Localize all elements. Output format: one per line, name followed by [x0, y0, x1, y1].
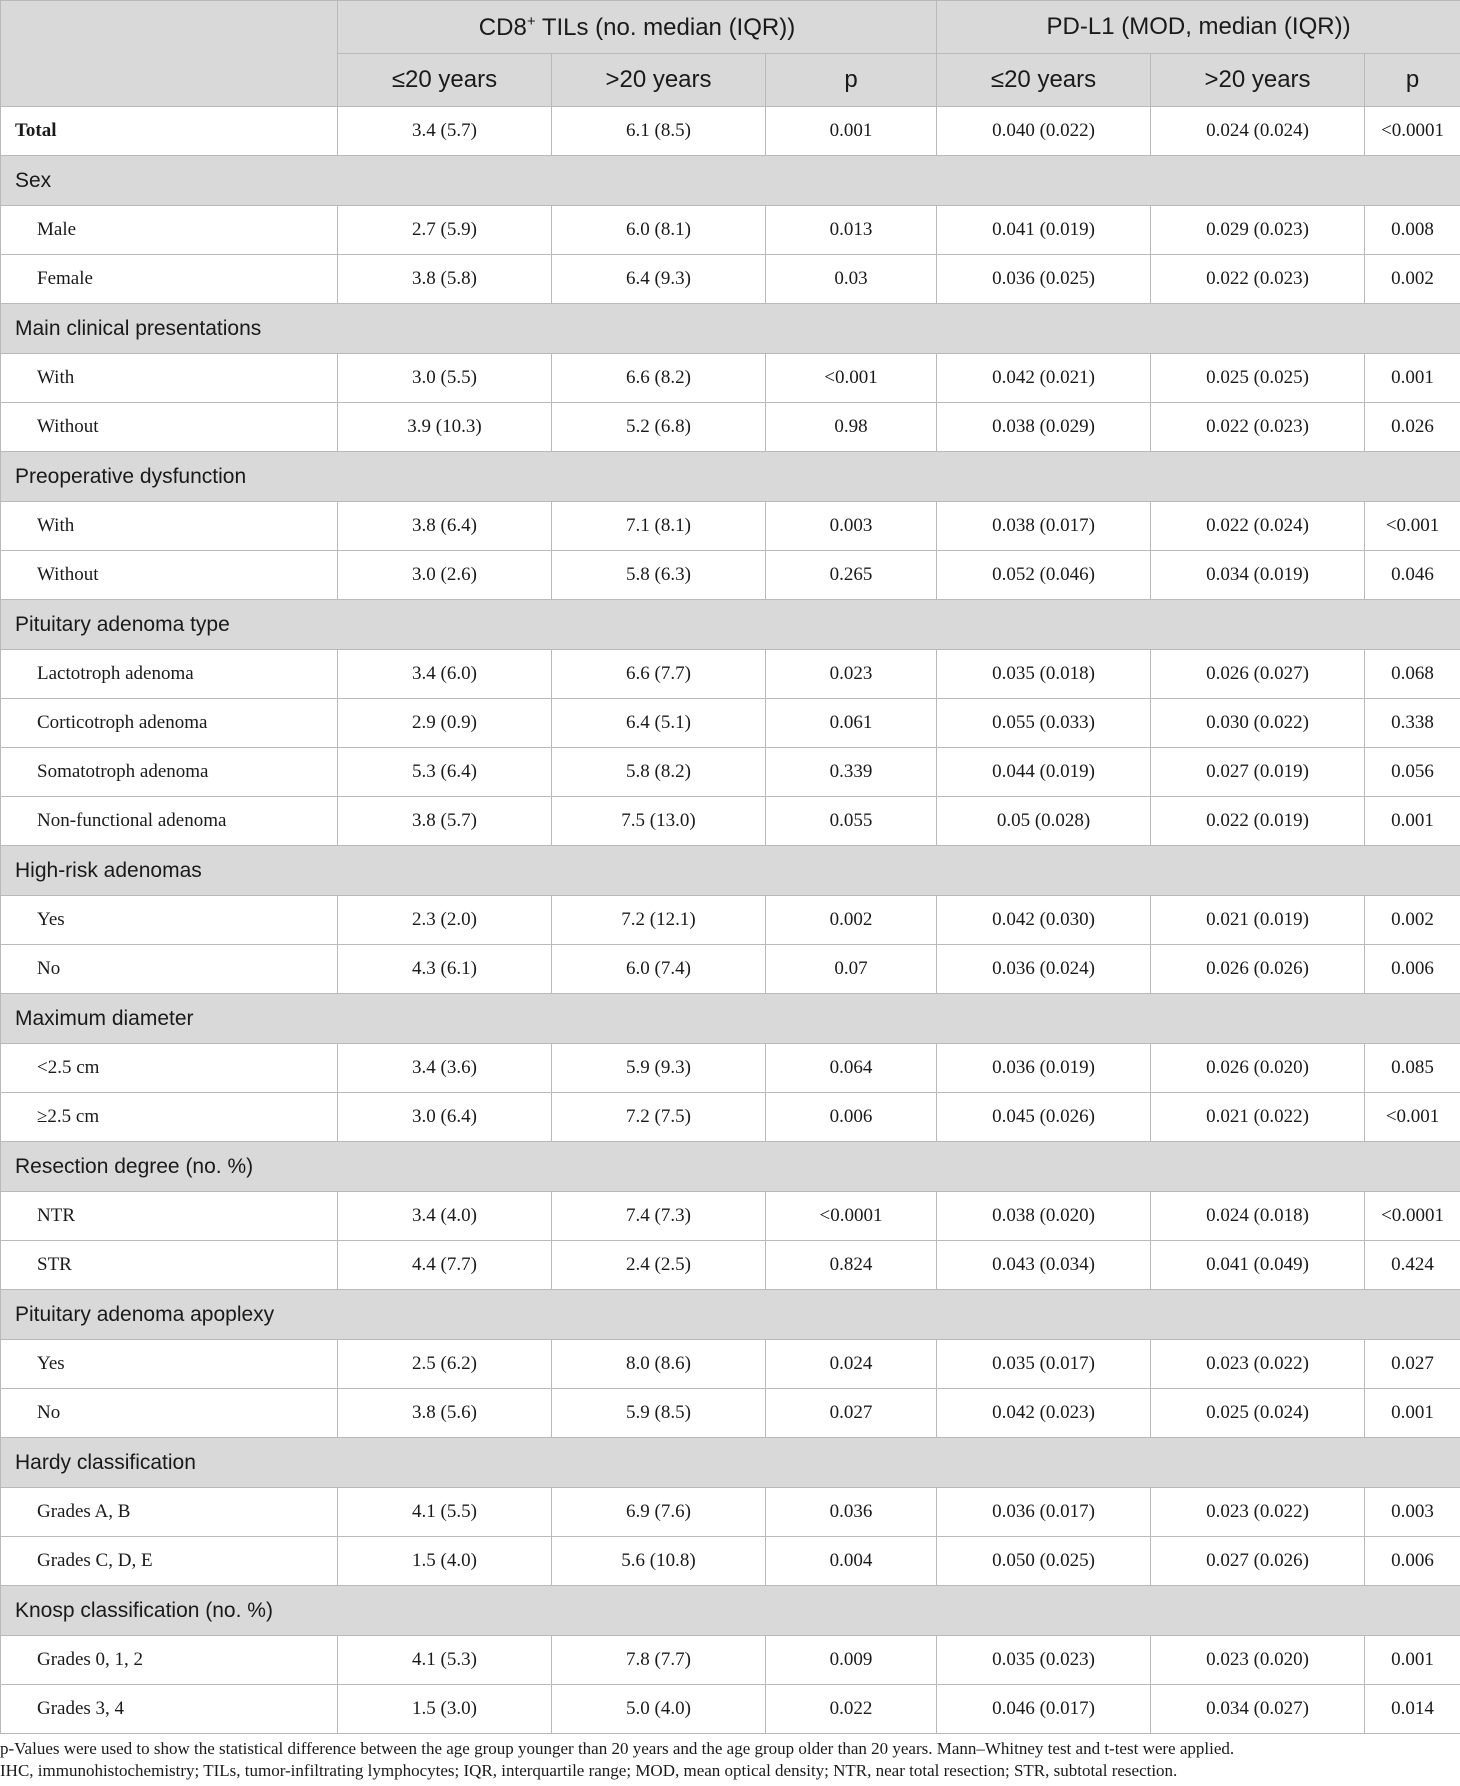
row-label: Grades 0, 1, 2 [1, 1636, 338, 1685]
table-row [1, 896, 1460, 945]
row-label: No [1, 945, 338, 994]
table-cell: 6.6 (7.7) [552, 650, 766, 699]
table-body [1, 107, 1460, 1734]
section-row [1, 452, 1460, 502]
table-cell: 5.0 (4.0) [552, 1685, 766, 1734]
table-cell: 0.023 (0.022) [1151, 1488, 1365, 1537]
table-cell: 0.068 [1365, 650, 1460, 699]
table-cell: 0.023 (0.022) [1151, 1340, 1365, 1389]
table-cell: 6.0 (8.1) [552, 206, 766, 255]
section-label: Preoperative dysfunction [1, 452, 1460, 502]
section-label: Resection degree (no. %) [1, 1142, 1460, 1192]
table-cell: 0.024 (0.024) [1151, 107, 1365, 156]
row-label: Grades 3, 4 [1, 1685, 338, 1734]
table-cell: 0.064 [766, 1044, 937, 1093]
section-label: Sex [1, 156, 1460, 206]
table-row [1, 945, 1460, 994]
table-row [1, 1093, 1460, 1142]
table-cell: 1.5 (3.0) [338, 1685, 552, 1734]
table-cell: 5.9 (9.3) [552, 1044, 766, 1093]
table-cell: 3.8 (5.7) [338, 797, 552, 846]
table-cell: <0.001 [766, 354, 937, 403]
table-cell: 0.038 (0.029) [937, 403, 1151, 452]
row-label: ≥2.5 cm [1, 1093, 338, 1142]
table-cell: 2.3 (2.0) [338, 896, 552, 945]
section-label: Knosp classification (no. %) [1, 1586, 1460, 1636]
table-cell: 0.025 (0.024) [1151, 1389, 1365, 1438]
table-cell: 0.004 [766, 1537, 937, 1586]
table-cell: 0.046 (0.017) [937, 1685, 1151, 1734]
table-row [1, 403, 1460, 452]
row-label: Female [1, 255, 338, 304]
table-cell: 0.043 (0.034) [937, 1241, 1151, 1290]
table-cell: 4.4 (7.7) [338, 1241, 552, 1290]
table-cell: 0.023 [766, 650, 937, 699]
table-cell: 0.035 (0.018) [937, 650, 1151, 699]
table-cell: 0.026 (0.020) [1151, 1044, 1365, 1093]
row-label: Somatotroph adenoma [1, 748, 338, 797]
section-row [1, 1142, 1460, 1192]
table-cell: 0.036 (0.025) [937, 255, 1151, 304]
table-cell: 7.2 (7.5) [552, 1093, 766, 1142]
table-cell: 3.4 (5.7) [338, 107, 552, 156]
table-cell: <0.0001 [1365, 107, 1460, 156]
row-label: Without [1, 551, 338, 600]
table-row [1, 206, 1460, 255]
table-cell: 0.07 [766, 945, 937, 994]
table-cell: 0.003 [766, 502, 937, 551]
row-label: Yes [1, 1340, 338, 1389]
row-label: <2.5 cm [1, 1044, 338, 1093]
section-row [1, 846, 1460, 896]
table-cell: 0.001 [1365, 797, 1460, 846]
table-row [1, 255, 1460, 304]
header-pdl1-gt20: >20 years [1151, 54, 1365, 107]
table-cell: 0.339 [766, 748, 937, 797]
table-cell: 0.034 (0.027) [1151, 1685, 1365, 1734]
table-cell: 4.3 (6.1) [338, 945, 552, 994]
table-cell: 0.006 [1365, 945, 1460, 994]
table-cell: 0.001 [766, 107, 937, 156]
table-cell: 1.5 (4.0) [338, 1537, 552, 1586]
section-row [1, 1586, 1460, 1636]
section-row [1, 156, 1460, 206]
section-label: Main clinical presentations [1, 304, 1460, 354]
table-cell: 0.035 (0.023) [937, 1636, 1151, 1685]
table-cell: 0.014 [1365, 1685, 1460, 1734]
table-cell: 0.026 [1365, 403, 1460, 452]
section-label: Pituitary adenoma apoplexy [1, 1290, 1460, 1340]
table-cell: 0.041 (0.049) [1151, 1241, 1365, 1290]
table-row [1, 1389, 1460, 1438]
table-cell: 0.042 (0.023) [937, 1389, 1151, 1438]
table-cell: 2.9 (0.9) [338, 699, 552, 748]
table-cell: 0.001 [1365, 354, 1460, 403]
table-cell: 0.002 [1365, 255, 1460, 304]
table-cell: 0.03 [766, 255, 937, 304]
table-cell: 5.8 (8.2) [552, 748, 766, 797]
row-label: Non-functional adenoma [1, 797, 338, 846]
row-label: With [1, 354, 338, 403]
section-label: Pituitary adenoma type [1, 600, 1460, 650]
row-label: Corticotroph adenoma [1, 699, 338, 748]
footnote-pvalues: p-Values were used to show the statistical difference between the age group younger than 20 years and the age group older than 20 years. Mann–Whitney test and t-test were applied. [0, 1739, 1235, 1758]
table-row [1, 650, 1460, 699]
table-cell: 7.5 (13.0) [552, 797, 766, 846]
table-cell: <0.0001 [1365, 1192, 1460, 1241]
table-cell: 7.1 (8.1) [552, 502, 766, 551]
table-row [1, 502, 1460, 551]
header-cd8-le20: ≤20 years [338, 54, 552, 107]
table-cell: 5.6 (10.8) [552, 1537, 766, 1586]
section-label: Maximum diameter [1, 994, 1460, 1044]
table-cell: 5.2 (6.8) [552, 403, 766, 452]
table-cell: 0.025 (0.025) [1151, 354, 1365, 403]
table-cell: 0.265 [766, 551, 937, 600]
table-cell: 0.001 [1365, 1389, 1460, 1438]
table-cell: 7.8 (7.7) [552, 1636, 766, 1685]
table-cell: 5.8 (6.3) [552, 551, 766, 600]
table-cell: 3.0 (5.5) [338, 354, 552, 403]
section-label: Hardy classification [1, 1438, 1460, 1488]
row-label: Grades A, B [1, 1488, 338, 1537]
table-cell: 0.824 [766, 1241, 937, 1290]
row-label: Male [1, 206, 338, 255]
table-cell: 0.001 [1365, 1636, 1460, 1685]
table-cell: 0.038 (0.017) [937, 502, 1151, 551]
table-cell: <0.001 [1365, 502, 1460, 551]
table-cell: 7.2 (12.1) [552, 896, 766, 945]
table-cell: 0.006 [1365, 1537, 1460, 1586]
table-cell: 0.008 [1365, 206, 1460, 255]
table-cell: 0.050 (0.025) [937, 1537, 1151, 1586]
table-cell: 6.4 (9.3) [552, 255, 766, 304]
table-cell: 0.035 (0.017) [937, 1340, 1151, 1389]
table-cell: 5.3 (6.4) [338, 748, 552, 797]
table-row [1, 1537, 1460, 1586]
table-cell: 4.1 (5.5) [338, 1488, 552, 1537]
table-cell: 0.046 [1365, 551, 1460, 600]
table-row [1, 797, 1460, 846]
table-cell: 3.9 (10.3) [338, 403, 552, 452]
table-cell: 3.0 (6.4) [338, 1093, 552, 1142]
table-cell: 3.0 (2.6) [338, 551, 552, 600]
table-cell: 0.055 (0.033) [937, 699, 1151, 748]
row-label: No [1, 1389, 338, 1438]
table-cell: 3.4 (6.0) [338, 650, 552, 699]
table-cell: 0.055 [766, 797, 937, 846]
table-cell: 6.1 (8.5) [552, 107, 766, 156]
table-cell: 3.4 (3.6) [338, 1044, 552, 1093]
table-cell: 0.022 (0.023) [1151, 255, 1365, 304]
table-cell: 0.021 (0.019) [1151, 896, 1365, 945]
table-cell: 0.061 [766, 699, 937, 748]
table-row [1, 1241, 1460, 1290]
table-cell: 0.045 (0.026) [937, 1093, 1151, 1142]
table-cell: 0.024 [766, 1340, 937, 1389]
table-cell: 0.022 (0.024) [1151, 502, 1365, 551]
table-cell: 0.022 (0.023) [1151, 403, 1365, 452]
table-cell: 0.052 (0.046) [937, 551, 1151, 600]
table-cell: 0.003 [1365, 1488, 1460, 1537]
table-cell: 3.4 (4.0) [338, 1192, 552, 1241]
table-cell: 0.041 (0.019) [937, 206, 1151, 255]
table-cell: 2.4 (2.5) [552, 1241, 766, 1290]
table-cell: 5.9 (8.5) [552, 1389, 766, 1438]
table-cell: 0.002 [766, 896, 937, 945]
table-cell: 0.036 (0.024) [937, 945, 1151, 994]
row-label: Total [1, 107, 338, 156]
table-cell: 0.029 (0.023) [1151, 206, 1365, 255]
table-cell: 4.1 (5.3) [338, 1636, 552, 1685]
section-row [1, 304, 1460, 354]
header-pdl1-p: p [1365, 54, 1460, 107]
table-cell: 0.022 [766, 1685, 937, 1734]
table-cell: 0.036 [766, 1488, 937, 1537]
row-label: Without [1, 403, 338, 452]
row-label: With [1, 502, 338, 551]
table-cell: 2.5 (6.2) [338, 1340, 552, 1389]
table-row [1, 1488, 1460, 1537]
table-cell: 3.8 (5.6) [338, 1389, 552, 1438]
table-cell: 3.8 (5.8) [338, 255, 552, 304]
table-cell: 0.042 (0.021) [937, 354, 1151, 403]
table-cell: 6.4 (5.1) [552, 699, 766, 748]
section-row [1, 600, 1460, 650]
table-cell: 0.036 (0.017) [937, 1488, 1151, 1537]
table-cell: 0.038 (0.020) [937, 1192, 1151, 1241]
table-cell: 6.0 (7.4) [552, 945, 766, 994]
table-cell: 0.027 (0.019) [1151, 748, 1365, 797]
row-label: Yes [1, 896, 338, 945]
table-cell: 0.040 (0.022) [937, 107, 1151, 156]
table-header [1, 1, 1460, 107]
footnotes [0, 1738, 1460, 1782]
header-pdl1-le20: ≤20 years [937, 54, 1151, 107]
table-cell: 6.6 (8.2) [552, 354, 766, 403]
table-row [1, 748, 1460, 797]
section-row [1, 1438, 1460, 1488]
table-cell: 0.030 (0.022) [1151, 699, 1365, 748]
footnote-abbreviations: IHC, immunohistochemistry; TILs, tumor-infiltrating lymphocytes; IQR, interquartile range; MOD, mean optical density; NTR, near total resection; STR, subtotal resection. [0, 1761, 1178, 1780]
table-row [1, 1192, 1460, 1241]
table-cell: 0.013 [766, 206, 937, 255]
table-cell: 0.026 (0.026) [1151, 945, 1365, 994]
table-cell: 0.022 (0.019) [1151, 797, 1365, 846]
section-row [1, 1290, 1460, 1340]
table-cell: 0.034 (0.019) [1151, 551, 1365, 600]
section-row [1, 994, 1460, 1044]
row-label: Grades C, D, E [1, 1537, 338, 1586]
section-label: High-risk adenomas [1, 846, 1460, 896]
header-pd-l1: PD-L1 (MOD, median (IQR)) [937, 1, 1460, 54]
table-row [1, 1685, 1460, 1734]
row-label: STR [1, 1241, 338, 1290]
table-cell: <0.0001 [766, 1192, 937, 1241]
row-label: NTR [1, 1192, 338, 1241]
table-cell: <0.001 [1365, 1093, 1460, 1142]
header-cd8-gt20: >20 years [552, 54, 766, 107]
table-cell: 7.4 (7.3) [552, 1192, 766, 1241]
table-row [1, 1636, 1460, 1685]
header-empty-cell [1, 1, 338, 107]
table-cell: 6.9 (7.6) [552, 1488, 766, 1537]
table-cell: 0.009 [766, 1636, 937, 1685]
table-cell: 0.056 [1365, 748, 1460, 797]
table-cell: 0.021 (0.022) [1151, 1093, 1365, 1142]
table-cell: 2.7 (5.9) [338, 206, 552, 255]
table-cell: 0.026 (0.027) [1151, 650, 1365, 699]
table-cell: 0.027 [766, 1389, 937, 1438]
table-cell: 0.027 [1365, 1340, 1460, 1389]
table-cell: 0.085 [1365, 1044, 1460, 1093]
row-label: Lactotroph adenoma [1, 650, 338, 699]
table-row [1, 1340, 1460, 1389]
table-cell: 0.024 (0.018) [1151, 1192, 1365, 1241]
table-row [1, 699, 1460, 748]
table-cell: 3.8 (6.4) [338, 502, 552, 551]
table-cell: 0.036 (0.019) [937, 1044, 1151, 1093]
header-cd8-p: p [766, 54, 937, 107]
table-row [1, 1044, 1460, 1093]
table-row [1, 551, 1460, 600]
table-cell: 0.98 [766, 403, 937, 452]
table-cell: 0.044 (0.019) [937, 748, 1151, 797]
table-cell: 0.023 (0.020) [1151, 1636, 1365, 1685]
table-row [1, 107, 1460, 156]
table-row [1, 354, 1460, 403]
table-cell: 0.006 [766, 1093, 937, 1142]
table-cell: 0.338 [1365, 699, 1460, 748]
table-cell: 0.424 [1365, 1241, 1460, 1290]
table-cell: 0.027 (0.026) [1151, 1537, 1365, 1586]
table-cell: 0.002 [1365, 896, 1460, 945]
header-cd8-tils: CD8+ TILs (no. median (IQR)) [338, 1, 937, 54]
table-cell: 0.042 (0.030) [937, 896, 1151, 945]
table-cell: 8.0 (8.6) [552, 1340, 766, 1389]
table-cell: 0.05 (0.028) [937, 797, 1151, 846]
